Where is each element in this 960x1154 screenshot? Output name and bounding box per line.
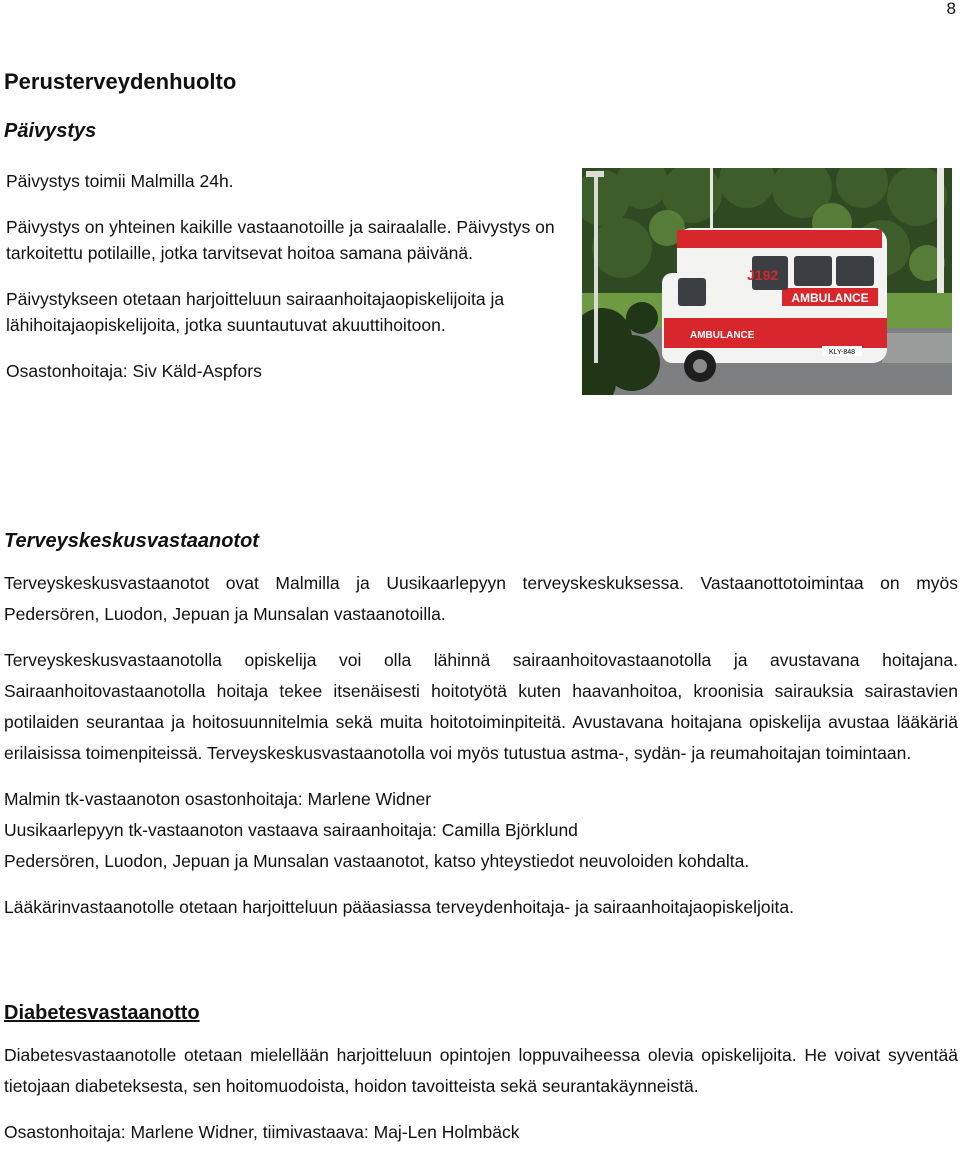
note-line: Lääkärinvastaanotolle otetaan harjoitteluun pääasiassa terveydenhoitaja- ja sairaanhoitajaopiskeljoita. (4, 897, 794, 917)
paivystys-text (6, 168, 566, 404)
section-diabetes (4, 1000, 958, 1148)
unit-number: J192 (747, 267, 779, 283)
section-terveyskeskus (4, 528, 958, 923)
section-heading-paivystys: Päivystys (4, 120, 97, 142)
paragraph: Terveyskeskusvastaanotot ovat Malmilla ja Uusikaarlepyyn terveyskeskuksessa. Vastaanottotoimintaa on myös Pedersören, Luodon, Jepuan ja Munsalan vastaanotoilla. (4, 573, 958, 624)
ambulance-photo (582, 168, 952, 395)
contact-line: Uusikaarlepyyn tk-vastaanoton vastaava sairaanhoitaja: Camilla Björklund (4, 820, 578, 840)
license-plate: KLY-848 (828, 349, 856, 356)
paragraph: Päivystys on yhteinen kaikille vastaanotoille ja sairaalalle. Päivystys on tarkoitettu potilaille, jotka tarvitsevat hoitoa samana päivänä. (6, 217, 555, 263)
page-number: 8 (946, 0, 956, 18)
paragraph: Päivystykseen otetaan harjoitteluun sairaanhoitajaopiskelijoita ja lähihoitajaopiskelijoita, jotka suuntautuvat akuuttihoitoon. (6, 289, 505, 335)
contact-line: Pedersören, Luodon, Jepuan ja Munsalan vastaanotot, katso yhteystiedot neuvoloiden kohdalta. (4, 851, 750, 871)
side-label: AMBULANCE (690, 330, 755, 341)
contact-line: Osastonhoitaja: Marlene Widner, tiimivastaava: Maj-Len Holmbäck (4, 1122, 520, 1142)
section-heading-diabetes: Diabetesvastaanotto (4, 1002, 200, 1024)
page-title: Perusterveydenhuolto (4, 69, 237, 94)
section-heading-terveyskeskus: Terveyskeskusvastaanotot (4, 530, 259, 552)
ambulance-label: AMBULANCE (791, 291, 869, 305)
head-nurse-line: Osastonhoitaja: Siv Käld-Aspfors (6, 361, 262, 381)
contact-line: Malmin tk-vastaanoton osastonhoitaja: Marlene Widner (4, 789, 432, 809)
paragraph: Diabetesvastaanotolle otetaan mielellään harjoitteluun opintojen loppuvaiheessa olevia opiskelijoita. He voivat syventää tietojaan diabeteksesta, sen hoitomuodoista, hoidon tavoitteista sekä seurantakäynneistä. (4, 1045, 958, 1096)
paragraph: Terveyskeskusvastaanotolla opiskelija voi olla lähinnä sairaanhoitovastaanotolla ja avustavana hoitajana. Sairaanhoitovastaanotolla hoitaja tekee itsenäisesti hoitotyötä kuten haavanhoitoa, kroonisia sairauksia sairastavien potilaiden seurantaa ja hoitosuunnitelmia sekä muita hoitotoiminpiteitä. Avustavana hoitajana opiskelija avustaa lääkäriä erilaisissa toimenpiteissä. Terveyskeskusvastaanotolla voi myös tutustua astma-, sydän- ja reumahoitajan toimintaan. (4, 650, 958, 763)
paragraph: Päivystys toimii Malmilla 24h. (6, 171, 234, 191)
